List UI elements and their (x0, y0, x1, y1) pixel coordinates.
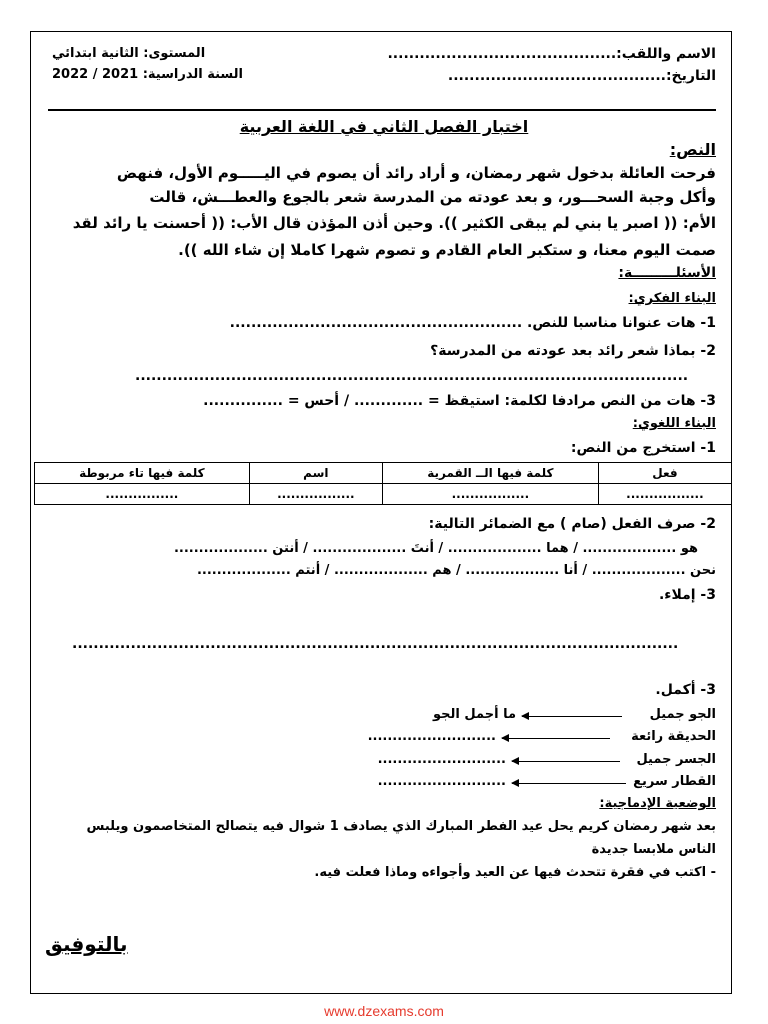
complete-left: الحديقة رائعة (631, 729, 716, 744)
school-year: السنة الدراسية: 2021 / 2022 (52, 67, 243, 82)
text-heading: النص: (669, 140, 716, 159)
table-header: كلمة فيها الــ القمرية (382, 463, 598, 484)
pronouns-row: نحن ................... / أنا ................... / هم ................... / أنتم ................... (196, 563, 716, 578)
text-line: فرحت العائلة بدخول شهر رمضان، و أراد رائد أن يصوم في اليـــــوم الأول، فنهض (116, 164, 716, 182)
integration-heading: الوضعية الإدماجية: (599, 796, 716, 811)
question-2: 2- بماذا شعر رائد بعد عودته من المدرسة؟ (430, 343, 716, 359)
complete-right: .......................... (377, 774, 506, 789)
integration-line: بعد شهر رمضان كريم يحل عيد الفطر المبارك الذي يصادف 1 شوال فيه يتصالح المتخاصمون ويلبس (86, 819, 716, 834)
complete-question: 3- أكمل. (655, 682, 716, 698)
complete-left: القطار سريع (633, 774, 716, 789)
dictation-dots: .................................................................................................................. (72, 636, 679, 652)
table-header: كلمة فيها تاء مربوطة (35, 463, 250, 484)
grade-level: المستوى: الثانية ابتدائي (52, 46, 206, 61)
footer-watermark: www.dzexams.com (324, 1003, 444, 1019)
integration-line: الناس ملابسا جديدة (591, 842, 716, 857)
table-cell: ................. (249, 484, 382, 505)
text-line: وأكل وجبة السحـــور، و بعد عودته من المدرسة شعر بالجوع والعطـــش، قالت (149, 188, 716, 206)
exam-title: اختبار الفصل الثاني في اللغة العربية (239, 117, 529, 136)
table-header: اسم (249, 463, 382, 484)
pronouns-row: هو ................... / هما ................... / أنتَ ................... / أنتن ................... (173, 541, 698, 556)
conjugation-question: 2- صرف الفعل (صام ) مع الضمائر التالية: (428, 516, 716, 532)
arrow-icon (502, 738, 610, 739)
answer-dots: ........................................................................................................ (135, 368, 689, 384)
date-field-label: التاريخ:......................................... (447, 68, 716, 84)
language-question-1: 1- استخرج من النص: (570, 440, 716, 456)
complete-left: الجو جميل (649, 707, 716, 722)
header-divider (48, 109, 716, 111)
name-field-label: الاسم واللقب:........................................... (387, 46, 716, 62)
language-heading: البناء اللغوي: (632, 416, 716, 431)
arrow-icon (512, 783, 626, 784)
closing-wish: بالتوفيق (45, 932, 128, 956)
arrow-icon (512, 761, 620, 762)
text-line: الأم: (( اصبر يا بني لم يبقى الكثير )). وحين أذن المؤذن قال الأب: (( أحسنت يا رائد لقد (72, 214, 716, 232)
thinking-heading: البناء الفكري: (628, 291, 716, 306)
table-row (35, 484, 732, 505)
arrow-icon (522, 716, 622, 717)
table-cell: ................. (598, 484, 731, 505)
complete-left: الجسر جميل (636, 752, 716, 767)
question-3: 3- هات من النص مرادفا لكلمة: استيقظ = ............. / أحس = ............... (203, 393, 716, 409)
table-header: فعل (598, 463, 731, 484)
integration-task: - اكتب في فقرة تتحدث فيها عن العيد وأجواءه وماذا فعلت فيه. (314, 865, 716, 880)
text-line: صمت اليوم معنا، و ستكبر العام القادم و تصوم شهرا كاملا إن شاء الله )). (178, 241, 716, 259)
extraction-table (34, 462, 732, 505)
table-cell: ................. (382, 484, 598, 505)
complete-right: .......................... (377, 752, 506, 767)
questions-heading: الأسئلـــــــــة: (618, 265, 716, 281)
complete-right: ما أجمل الجو (433, 707, 516, 722)
table-header-row (35, 463, 732, 484)
table-cell: ................ (35, 484, 250, 505)
complete-right: .......................... (367, 729, 496, 744)
dictation-question: 3- إملاء. (658, 587, 716, 603)
question-1: 1- هات عنوانا مناسبا للنص. ....................................................... (229, 315, 716, 331)
